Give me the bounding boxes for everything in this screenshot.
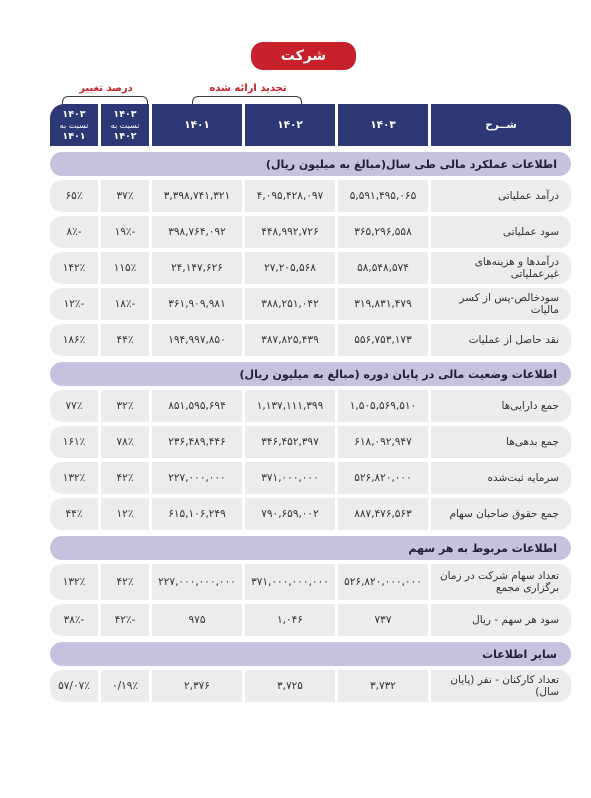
table-row (50, 426, 571, 458)
pct-vs-1401: -۳۸٪ (50, 604, 98, 636)
value-1401: ۳,۳۹۸,۷۴۱,۳۲۱ (152, 180, 242, 212)
table-row (50, 604, 571, 636)
percent-change-label: درصد تغییر (79, 83, 133, 94)
pct-vs-1402: -۴۲٪ (101, 604, 149, 636)
value-1401: ۲,۳۷۶ (152, 670, 242, 702)
pct-vs-1401: ۱۳۲٪ (50, 564, 98, 600)
pct-vs-1401: ۱۳۲٪ (50, 462, 98, 494)
restated-label: تجدید ارائه شده (209, 83, 287, 94)
pct-vs-1402: ۴۲٪ (101, 564, 149, 600)
pct-vs-1401: ۵۷/۰۷٪ (50, 670, 98, 702)
value-1403: ۸۸۷,۴۷۶,۵۶۳ (338, 498, 428, 530)
value-1403: ۵,۵۹۱,۴۹۵,۰۶۵ (338, 180, 428, 212)
row-desc: جمع حقوق صاحبان سهام (431, 498, 571, 530)
pct-vs-1402: ۳۲٪ (101, 390, 149, 422)
row-desc: نقد حاصل از عملیات (431, 324, 571, 356)
page-title: شرکت (251, 42, 356, 70)
header-1401: ۱۴۰۱ (152, 104, 242, 146)
value-1402: ۳۷۱,۰۰۰,۰۰۰,۰۰۰ (245, 564, 335, 600)
value-1403: ۷۳۷ (338, 604, 428, 636)
value-1402: ۴,۰۹۵,۴۲۸,۰۹۷ (245, 180, 335, 212)
value-1402: ۳۴۶,۴۵۲,۳۹۷ (245, 426, 335, 458)
table-row (50, 670, 571, 702)
value-1402: ۳,۷۲۵ (245, 670, 335, 702)
pct-vs-1401: -۸٪ (50, 216, 98, 248)
header-pct-1402-base: ۱۴۰۲ (113, 130, 137, 142)
row-desc: جمع بدهی‌ها (431, 426, 571, 458)
pct-vs-1402: ۴۲٪ (101, 462, 149, 494)
pct-vs-1401: ۶۵٪ (50, 180, 98, 212)
table-body (50, 152, 571, 702)
value-1401: ۸۵۱,۵۹۵,۶۹۴ (152, 390, 242, 422)
section-header: اطلاعات وضعیت مالی در پایان دوره (مبالغ به میلیون ریال) (50, 362, 571, 386)
row-desc: تعداد سهام شرکت در زمان برگزاری مجمع (431, 564, 571, 600)
value-1402: ۲۷,۲۰۵,۵۶۸ (245, 252, 335, 284)
pct-vs-1401: ۱۴۲٪ (50, 252, 98, 284)
value-1402: ۱,۱۳۷,۱۱۱,۳۹۹ (245, 390, 335, 422)
row-desc: درآمدها و هزینه‌های غیرعملیاتی (431, 252, 571, 284)
value-1402: ۳۸۷,۸۲۵,۴۳۹ (245, 324, 335, 356)
pct-vs-1401: ۴۴٪ (50, 498, 98, 530)
pct-vs-1402: ۳۷٪ (101, 180, 149, 212)
value-1403: ۳۱۹,۸۳۱,۴۷۹ (338, 288, 428, 320)
value-1401: ۶۱۵,۱۰۶,۲۴۹ (152, 498, 242, 530)
value-1403: ۳,۷۳۲ (338, 670, 428, 702)
value-1401: ۱۹۴,۹۹۷,۸۵۰ (152, 324, 242, 356)
pct-vs-1402: ۱۲٪ (101, 498, 149, 530)
header-pct-1401-sub: نسبت به (59, 120, 89, 130)
row-desc: سرمایه ثبت‌شده (431, 462, 571, 494)
header-pct-1401-base: ۱۴۰۱ (62, 130, 86, 142)
value-1401: ۳۶۱,۹۰۹,۹۸۱ (152, 288, 242, 320)
row-desc: سودخالص-پس از کسر مالیات (431, 288, 571, 320)
value-1401: ۳۹۸,۷۶۴,۰۹۲ (152, 216, 242, 248)
table-row (50, 564, 571, 600)
header-pct-1401-year: ۱۴۰۳ (62, 108, 86, 120)
pct-vs-1402: ۷۸٪ (101, 426, 149, 458)
row-desc: سود عملیاتی (431, 216, 571, 248)
header-pct-1402-sub: نسبت به (110, 120, 140, 130)
row-desc: جمع دارایی‌ها (431, 390, 571, 422)
pct-vs-1401: ۷۷٪ (50, 390, 98, 422)
header-pct-1402-year: ۱۴۰۳ (113, 108, 137, 120)
value-1403: ۵۸,۵۴۸,۵۷۴ (338, 252, 428, 284)
pct-vs-1402: ۴۴٪ (101, 324, 149, 356)
pct-vs-1402: ۰/۱۹٪ (101, 670, 149, 702)
header-desc: شــرح (431, 104, 571, 146)
value-1403: ۱,۵۰۵,۵۶۹,۵۱۰ (338, 390, 428, 422)
header-1403: ۱۴۰۳ (338, 104, 428, 146)
table-header (50, 104, 571, 146)
pct-vs-1401: ۱۶۱٪ (50, 426, 98, 458)
pct-vs-1402: -۱۹٪ (101, 216, 149, 248)
table-row (50, 462, 571, 494)
table-row (50, 324, 571, 356)
header-pct-vs-1401 (50, 104, 98, 146)
pct-vs-1402: -۱۸٪ (101, 288, 149, 320)
header-pct-vs-1402 (101, 104, 149, 146)
value-1402: ۴۴۸,۹۹۲,۷۲۶ (245, 216, 335, 248)
table-row (50, 180, 571, 212)
pct-vs-1401: -۱۲٪ (50, 288, 98, 320)
table-row (50, 390, 571, 422)
value-1401: ۹۷۵ (152, 604, 242, 636)
value-1401: ۲۴,۱۴۷,۶۲۶ (152, 252, 242, 284)
value-1401: ۲۲۷,۰۰۰,۰۰۰,۰۰۰ (152, 564, 242, 600)
value-1403: ۳۶۵,۲۹۶,۵۵۸ (338, 216, 428, 248)
value-1402: ۳۸۸,۲۵۱,۰۴۲ (245, 288, 335, 320)
value-1403: ۶۱۸,۰۹۲,۹۴۷ (338, 426, 428, 458)
section-header: اطلاعات عملکرد مالی طی سال(مبالغ به میلیون ریال) (50, 152, 571, 176)
header-1402: ۱۴۰۲ (245, 104, 335, 146)
row-desc: درآمد عملیاتی (431, 180, 571, 212)
value-1402: ۷۹۰,۶۵۹,۰۰۲ (245, 498, 335, 530)
value-1402: ۱,۰۴۶ (245, 604, 335, 636)
value-1403: ۵۵۶,۷۵۳,۱۷۳ (338, 324, 428, 356)
row-desc: سود هر سهم - ریال (431, 604, 571, 636)
value-1403: ۵۲۶,۸۲۰,۰۰۰ (338, 462, 428, 494)
value-1401: ۲۳۶,۴۸۹,۴۴۶ (152, 426, 242, 458)
section-header: اطلاعات مربوط به هر سهم (50, 536, 571, 560)
value-1402: ۳۷۱,۰۰۰,۰۰۰ (245, 462, 335, 494)
table-row (50, 288, 571, 320)
value-1401: ۲۲۷,۰۰۰,۰۰۰ (152, 462, 242, 494)
pct-vs-1402: ۱۱۵٪ (101, 252, 149, 284)
table-row (50, 498, 571, 530)
table-row (50, 252, 571, 284)
value-1403: ۵۲۶,۸۲۰,۰۰۰,۰۰۰ (338, 564, 428, 600)
section-header: سایر اطلاعات (50, 642, 571, 666)
row-desc: تعداد کارکنان - نفر (پایان سال) (431, 670, 571, 702)
financial-table (50, 104, 571, 702)
table-row (50, 216, 571, 248)
pct-vs-1401: ۱۸۶٪ (50, 324, 98, 356)
